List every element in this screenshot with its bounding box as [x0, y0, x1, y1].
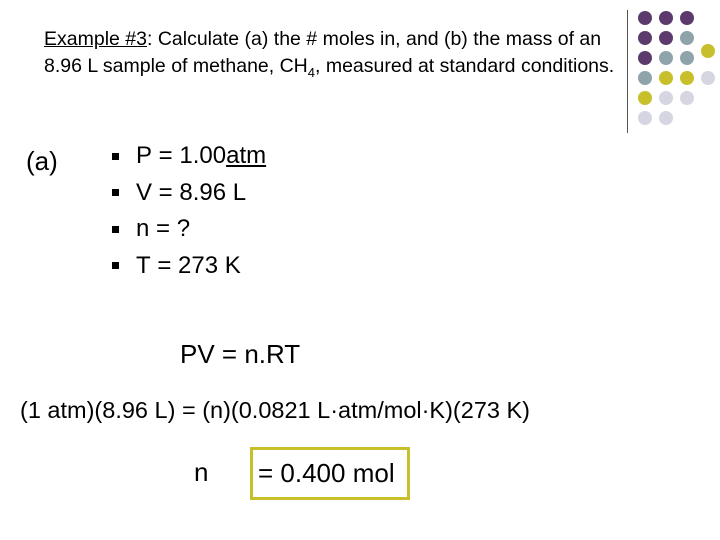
value: 8.96 L — [179, 178, 247, 206]
bullet-icon — [112, 226, 119, 233]
dot — [659, 11, 673, 25]
example-label: Example #3 — [44, 28, 147, 50]
dot — [638, 71, 652, 85]
title-text: : Calculate (a) the # moles in, and (b) the mass of an 8.96 L sample of methane, CH — [44, 28, 602, 77]
dot — [680, 91, 694, 105]
value: 273 K — [178, 251, 241, 279]
dot — [701, 44, 715, 58]
variable: V — [136, 178, 153, 206]
divider-line — [627, 10, 628, 133]
part-label: (a) — [26, 146, 58, 176]
value: ? — [176, 215, 191, 243]
ideal-gas-law: PV = n.RT — [180, 339, 301, 369]
dot — [680, 11, 694, 25]
unit: atm — [226, 142, 267, 170]
dot — [659, 111, 673, 125]
dot — [680, 31, 694, 45]
bullet-icon — [112, 262, 119, 269]
dot — [680, 71, 694, 85]
slide-title — [44, 26, 634, 80]
answer-variable: n — [194, 457, 209, 487]
given-values-list — [100, 138, 266, 284]
dot — [638, 31, 652, 45]
dot — [659, 71, 673, 85]
dot — [680, 51, 694, 65]
substitution-equation: (1 atm)(8.96 L) = (n)(0.0821 L·atm/mol·K)(273 K) — [20, 397, 531, 423]
list-item: T = 273 K — [100, 248, 266, 285]
variable: n — [136, 215, 150, 243]
dot — [659, 31, 673, 45]
dot — [659, 51, 673, 65]
dot — [638, 111, 652, 125]
dot — [638, 51, 652, 65]
bullet-icon — [112, 153, 119, 160]
title-text-end: , measured at standard conditions. — [315, 55, 615, 77]
list-item: n = ? — [100, 211, 266, 248]
dot — [638, 91, 652, 105]
variable: P — [136, 142, 153, 170]
bullet-icon — [112, 189, 119, 196]
decorative-dot-grid — [637, 10, 720, 146]
list-item: V = 8.96 L — [100, 175, 266, 212]
value: 1.00 — [179, 142, 227, 170]
variable: T — [136, 251, 151, 279]
dot — [659, 91, 673, 105]
subscript: 4 — [307, 64, 315, 80]
list-item: P = 1.00 atm — [100, 138, 266, 175]
dot — [701, 71, 715, 85]
dot — [638, 11, 652, 25]
answer-box: = 0.400 mol — [250, 447, 410, 500]
